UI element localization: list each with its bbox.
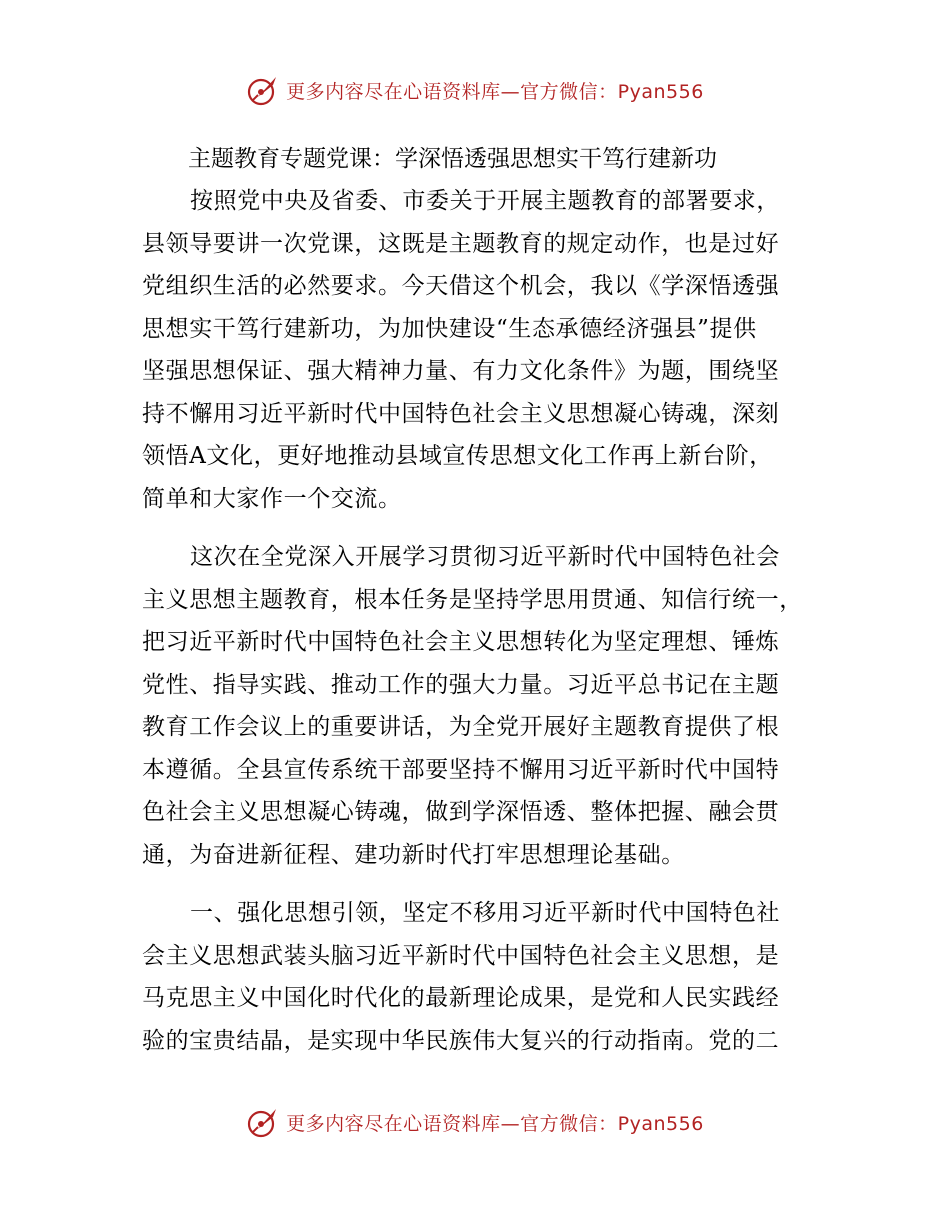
footer-watermark — [0, 1102, 950, 1142]
paragraph-line: 县领导要讲一次党课，这既是主题教育的规定动作，也是过好 — [142, 230, 780, 257]
paragraph-line: 持不懈用习近平新时代中国特色社会主义思想凝心铸魂，深刻 — [142, 400, 780, 427]
quill-logo-icon — [246, 73, 280, 107]
paragraph-line: 思想实干笃行建新功，为加快建设“生态承德经济强县”提供 — [142, 315, 757, 342]
paragraph-line: 马克思主义中国化时代化的最新理论成果，是党和人民实践经 — [142, 985, 780, 1011]
paragraph-line: 按照党中央及省委、市委关于开展主题教育的部署要求， — [190, 188, 780, 214]
paragraph-line: 验的宝贵结晶，是实现中华民族伟大复兴的行动指南。党的二 — [142, 1027, 780, 1054]
paragraph-line: 领悟A文化，更好地推动县域宣传思想文化工作再上新台阶， — [142, 443, 773, 469]
paragraph-line: 党性、指导实践、推动工作的强大力量。习近平总书记在主题 — [142, 671, 780, 698]
quill-logo-icon — [246, 1105, 280, 1139]
paragraph-line: 党组织生活的必然要求。今天借这个机会，我以《学深悟透强 — [142, 273, 780, 299]
paragraph-line: 通，为奋进新征程、建功新时代打牢思想理论基础。 — [142, 841, 685, 868]
paragraph-line: 把习近平新时代中国特色社会主义思想转化为坚定理想、锤炼 — [142, 629, 780, 655]
paragraph-line: 简单和大家作一个交流。 — [142, 485, 402, 512]
paragraph-line: 教育工作会议上的重要讲话，为全党开展好主题教育提供了根 — [142, 714, 780, 740]
paragraph-spacer — [142, 876, 812, 892]
paragraph-2 — [142, 536, 812, 876]
paragraph-spacer — [142, 520, 812, 536]
paragraph-line: 一、强化思想引领，坚定不移用习近平新时代中国特色社 — [190, 900, 780, 926]
paragraph-line: 坚强思想保证、强大精神力量、有力文化条件》为题，围绕坚 — [142, 358, 780, 384]
document-body — [142, 138, 812, 1062]
paragraph-line: 这次在全党深入开展学习贯彻习近平新时代中国特色社会 — [190, 544, 780, 570]
header-watermark — [0, 70, 950, 110]
watermark-text: 更多内容尽在心语资料库—官方微信：Pyan556 — [286, 80, 704, 103]
paragraph-1 — [142, 180, 812, 520]
paragraph-line: 本遵循。全县宣传系统干部要坚持不懈用习近平新时代中国特 — [142, 756, 780, 783]
paragraph-line: 主义思想主题教育，根本任务是坚持学思用贯通、知信行统一， — [142, 586, 803, 613]
paragraph-line: 色社会主义思想凝心铸魂，做到学深悟透、整体把握、融会贯 — [142, 799, 780, 825]
paragraph-line: 会主义思想武装头脑习近平新时代中国特色社会主义思想，是 — [142, 942, 780, 969]
watermark-text: 更多内容尽在心语资料库—官方微信：Pyan556 — [286, 1112, 704, 1135]
paragraph-3 — [142, 892, 812, 1062]
document-title: 主题教育专题党课：学深悟透强思想实干笃行建新功 — [188, 146, 717, 172]
